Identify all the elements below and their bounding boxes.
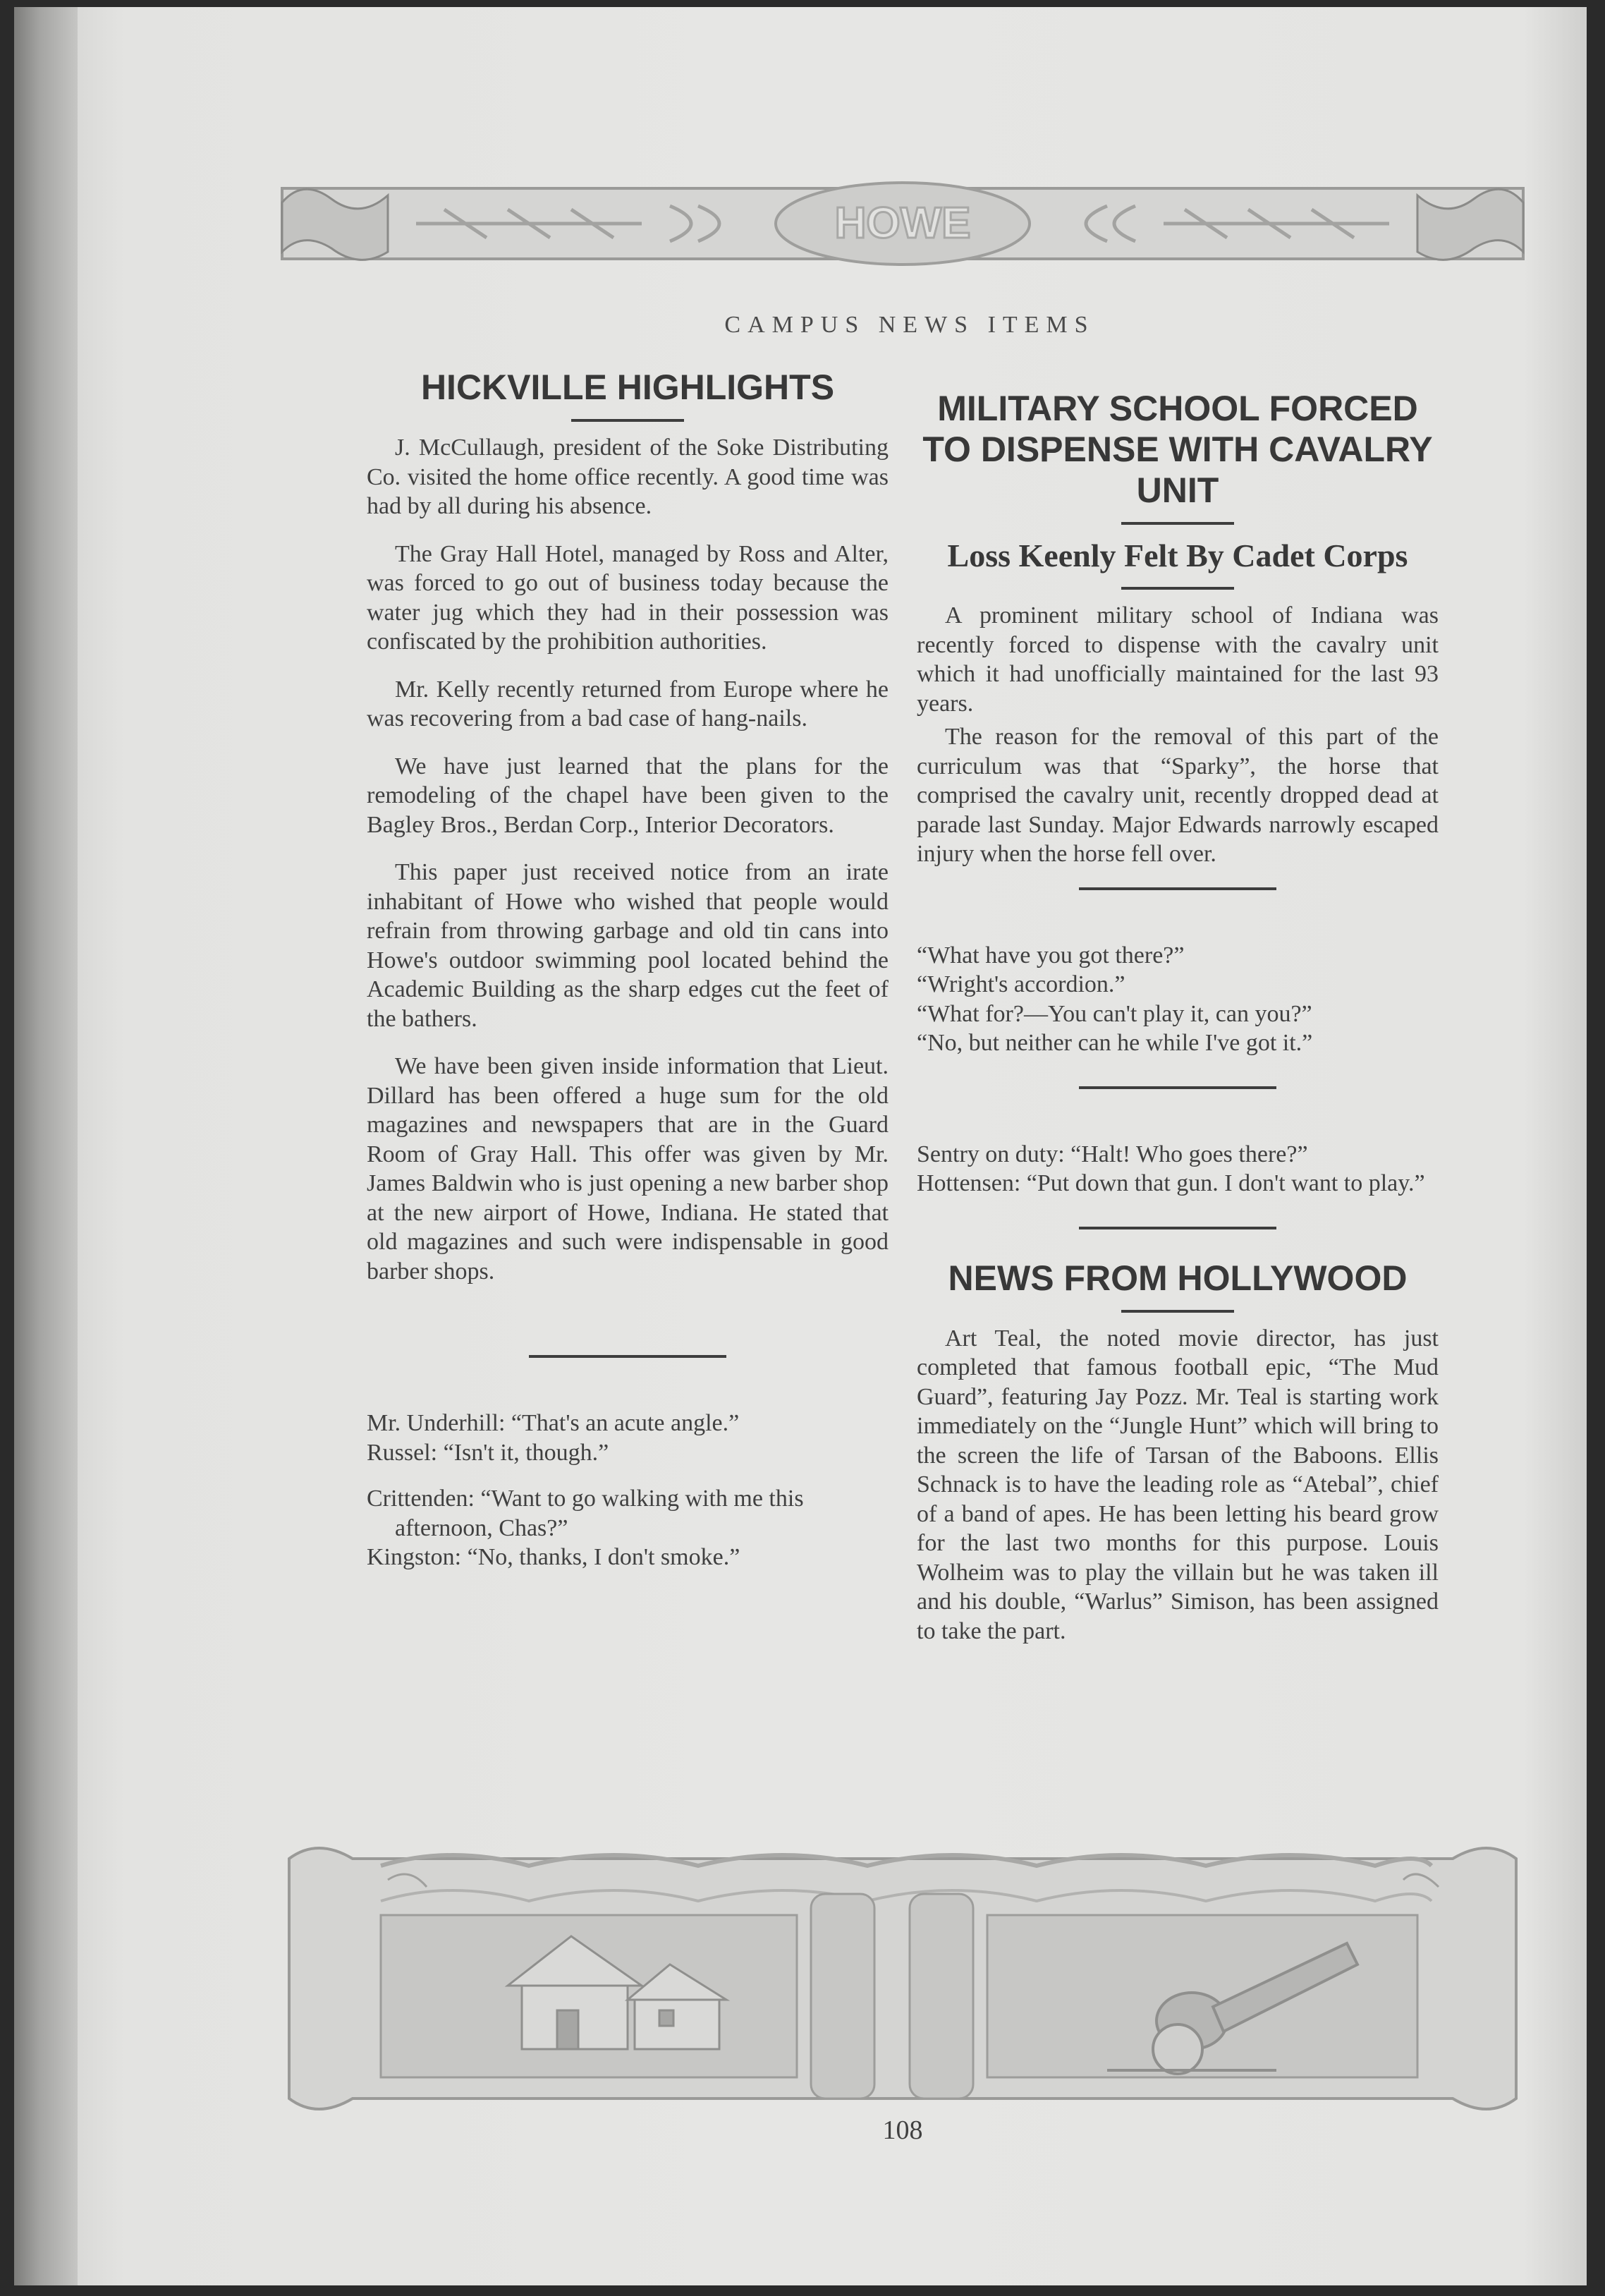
- hickville-paragraph: J. McCullaugh, president of the Soke Distributing Co. visited the home office recently. A good time was had by all during his absence.: [367, 435, 889, 519]
- dialogue-line: “No, but neither can he while I've got it.”: [917, 1030, 1313, 1056]
- top-decorative-banner: [275, 171, 1530, 277]
- joke-line: Mr. Underhill: “That's an acute angle.”: [367, 1410, 740, 1436]
- title-rule: [1121, 522, 1234, 525]
- right-column: [917, 388, 1439, 1664]
- bottom-decorative-banner: [275, 1838, 1530, 2120]
- hickville-paragraph: This paper just received notice from an irate inhabitant of Howe who wished that people would refrain from throwing garbage and old tin cans into Howe's outdoor swimming pool located behind the Academic Building as the sharp edges cut the feet of the bathers.: [367, 859, 889, 1032]
- subtitle-rule: [1121, 587, 1234, 590]
- joke-line: Kingston: “No, thanks, I don't smoke.”: [367, 1544, 740, 1570]
- banner-label: HOWE: [834, 199, 971, 248]
- military-school-title: MILITARY SCHOOL FORCED TO DISPENSE WITH CAVALRY UNIT: [922, 389, 1433, 510]
- military-school-subtitle: Loss Keenly Felt By Cadet Corps: [947, 537, 1408, 573]
- hickville-paragraph: We have just learned that the plans for the remodeling of the chapel have been given to the Bagley Bros., Berdan Corp., Interior Decorators.: [367, 753, 889, 838]
- page-number: 108: [882, 2115, 923, 2145]
- hickville-paragraph: Mr. Kelly recently returned from Europe where he was recovering from a bad case of hang-nails.: [367, 676, 889, 731]
- dialogue-line: “What for?—You can't play it, can you?”: [917, 1000, 1312, 1027]
- dialogue-line: “What have you got there?”: [917, 942, 1185, 968]
- hickville-paragraph: We have been given inside information that Lieut. Dillard has been offered a huge sum for the old magazines and newspapers that are in the Guard Room of Gray Hall. This offer was given by Mr. James Baldwin who is just opening a new barber shop at the new airport of Howe, Indiana. He stated that old magazines and such were indispensable in good barber shops.: [367, 1053, 889, 1284]
- running-head: CAMPUS NEWS ITEMS: [724, 312, 1095, 338]
- dialogue-line: Sentry on duty: “Halt! Who goes there?”: [917, 1141, 1308, 1167]
- military-paragraph: A prominent military school of Indiana was recently forced to dispense with the cavalry unit which it had unofficially maintained for the last 93 years.: [917, 602, 1439, 717]
- section-rule: [1079, 887, 1276, 890]
- section-rule: [1079, 1086, 1276, 1089]
- title-rule: [571, 419, 684, 422]
- hickville-title: HICKVILLE HIGHLIGHTS: [420, 368, 835, 407]
- book-page: [14, 7, 1587, 2285]
- hollywood-title: NEWS FROM HOLLYWOOD: [948, 1258, 1408, 1298]
- joke-line: Crittenden: “Want to go walking with me this afternoon, Chas?”: [367, 1486, 804, 1541]
- title-rule: [1121, 1310, 1234, 1313]
- section-rule: [529, 1355, 726, 1358]
- section-rule: [1079, 1227, 1276, 1229]
- hollywood-paragraph: Art Teal, the noted movie director, has just completed that famous football epic, “The Mud Guard”, featuring Jay Pozz. Mr. Teal is starting work immediately on the “Jungle Hunt” which will bring to the screen the life of Tarsan of the Baboons. Ellis Schnack is to have the leading role as “Atebal”, chief of a band of apes. He has been letting his beard grow for the last two months for this purpose. Louis Wolheim was to play the villain but he was taken ill and his double, “Warlus” Simison, has been assigned to take the part.: [917, 1325, 1439, 1644]
- military-paragraph: The reason for the removal of this part of the curriculum was that “Sparky”, the horse that comprised the cavalry unit, recently dropped dead at parade last Sunday. Major Edwards narrowly escaped injury when the horse fell over.: [917, 724, 1439, 867]
- left-column: [367, 367, 889, 1572]
- dialogue-line: “Wright's accordion.”: [917, 971, 1125, 997]
- dialogue-line: Hottensen: “Put down that gun. I don't want to play.”: [917, 1170, 1425, 1196]
- joke-line: Russel: “Isn't it, though.”: [367, 1439, 609, 1466]
- hickville-paragraph: The Gray Hall Hotel, managed by Ross and Alter, was forced to go out of business today because the water jug which they had in their possession was confiscated by the prohibition authorities.: [367, 540, 889, 655]
- book-binding: [14, 7, 78, 2285]
